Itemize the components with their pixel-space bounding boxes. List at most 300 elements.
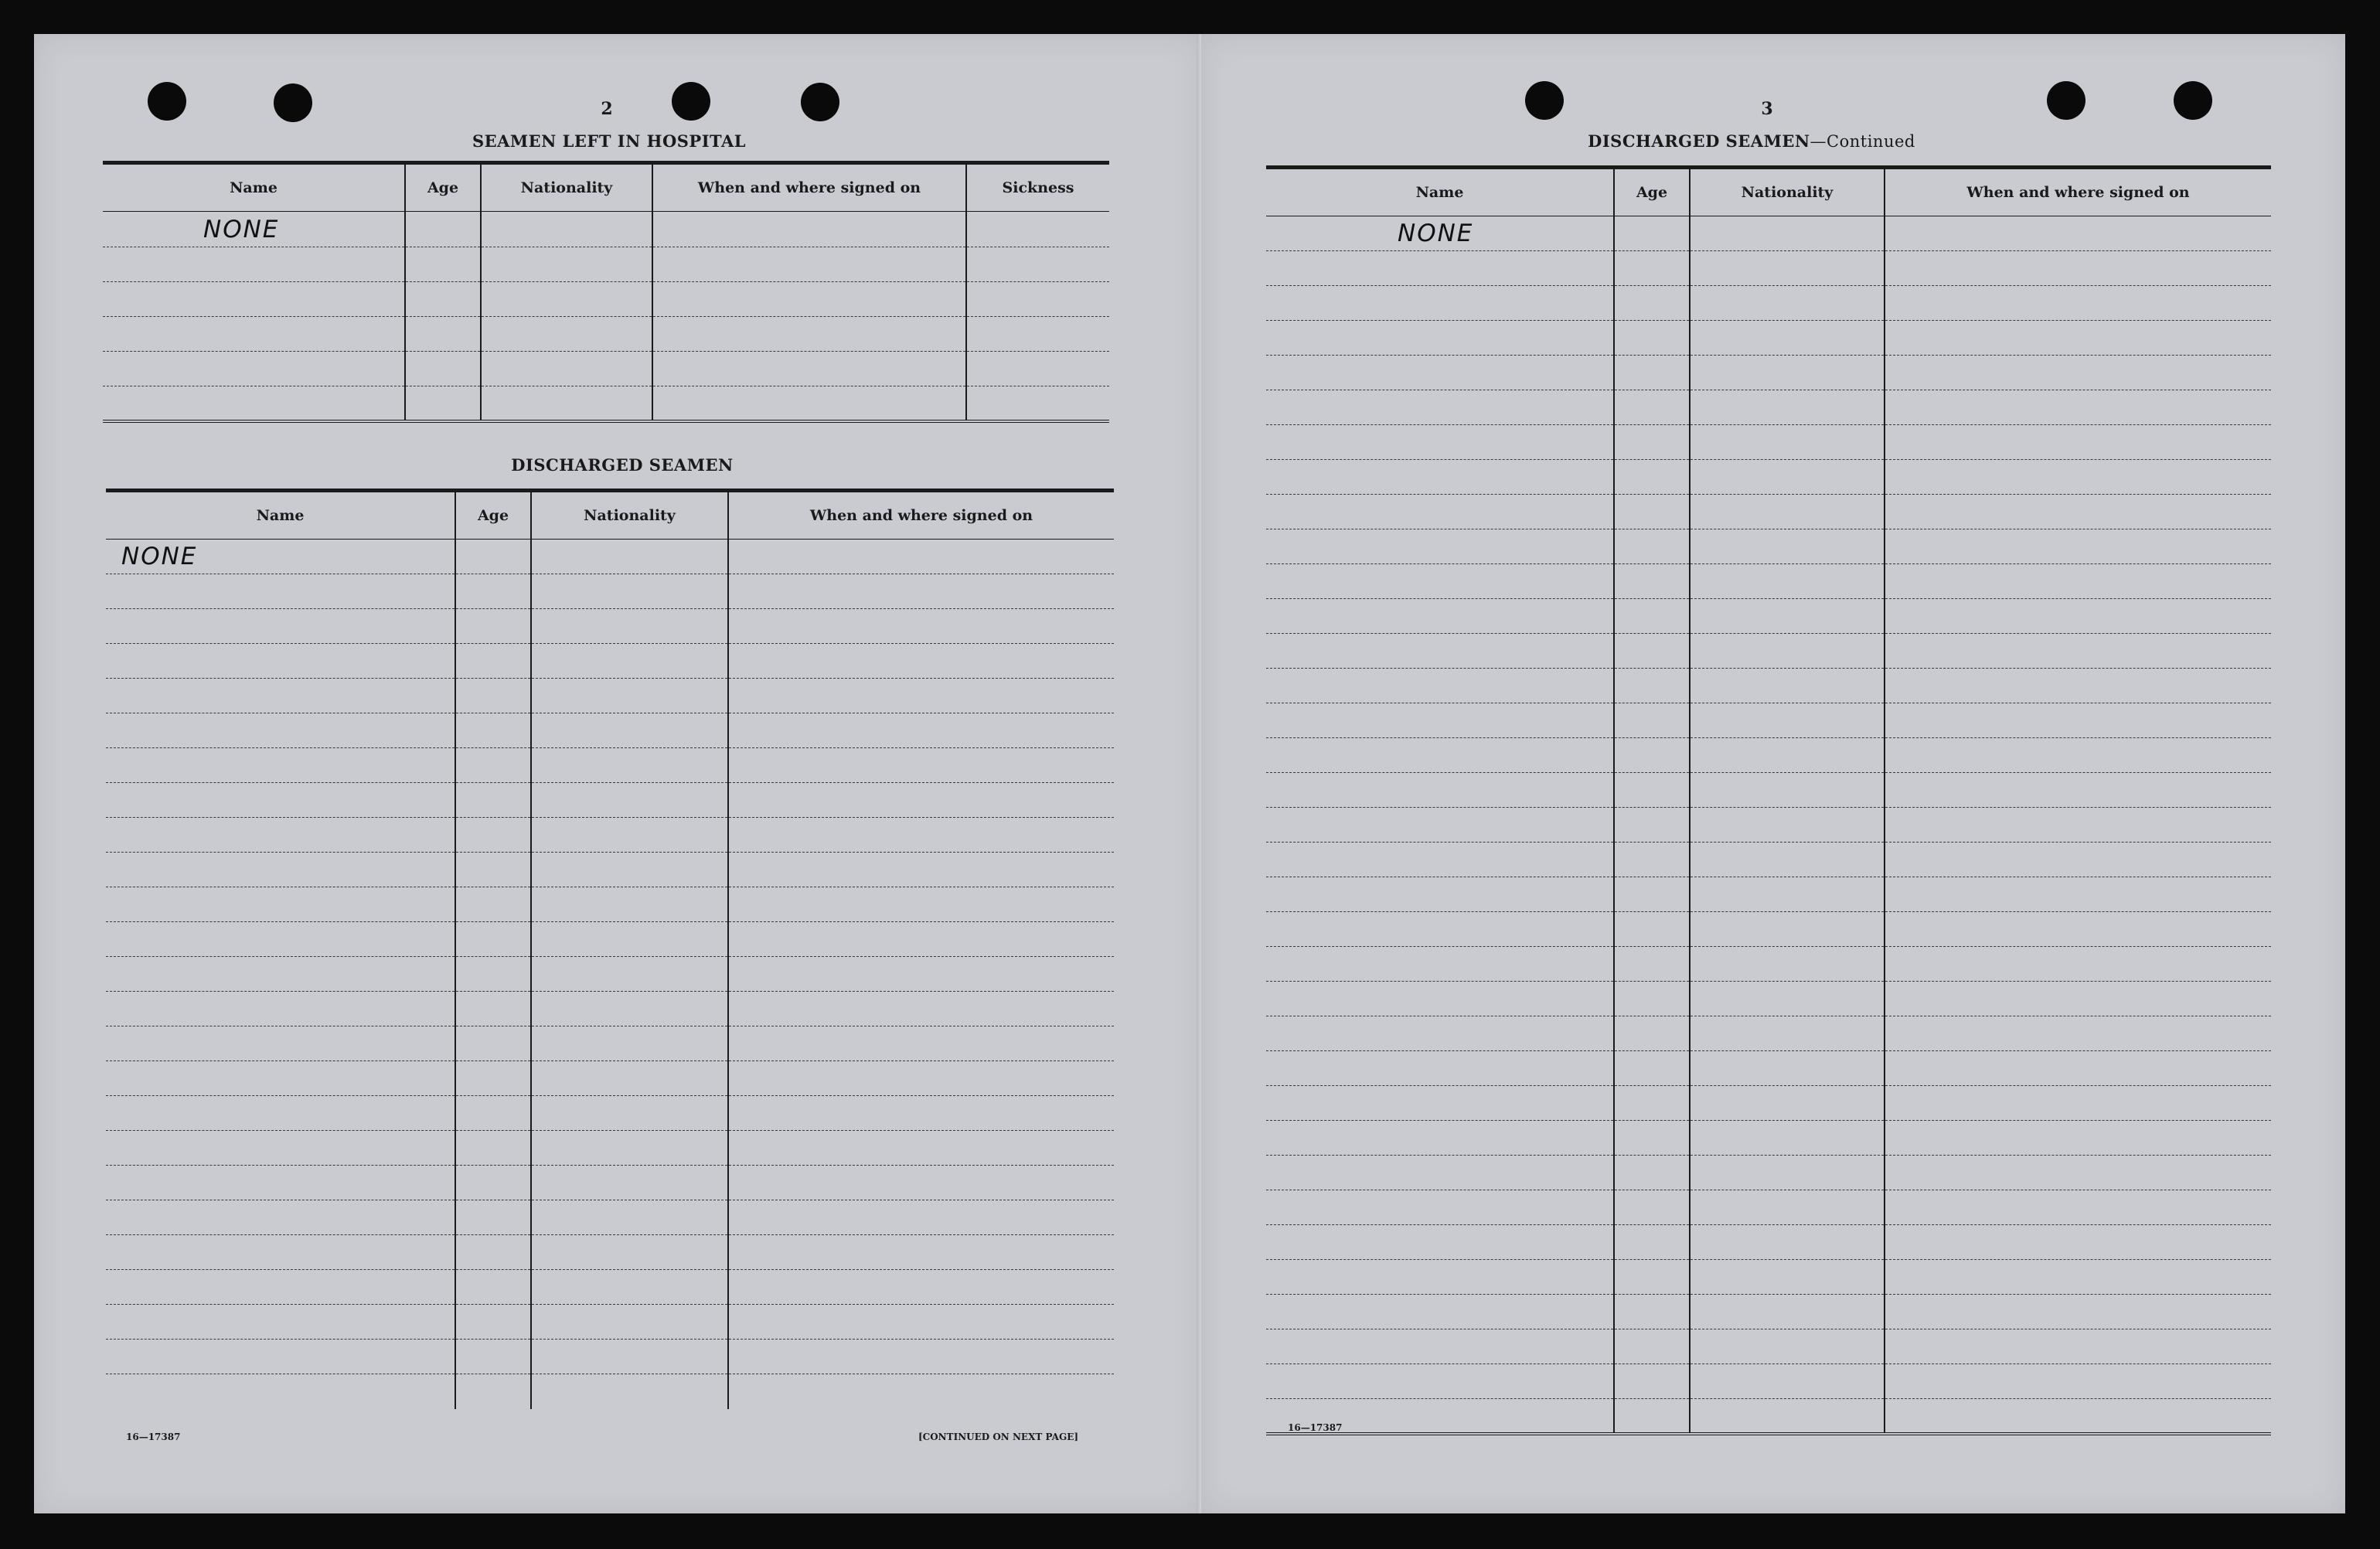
table-cell <box>728 992 1114 1026</box>
table-cell <box>531 1270 728 1305</box>
table-cell <box>455 748 531 783</box>
table-row <box>1266 425 2271 460</box>
table-cell <box>106 1270 455 1305</box>
table-cell <box>1690 321 1885 356</box>
table-cell <box>1266 877 1614 912</box>
table-cell <box>1614 843 1690 877</box>
table-cell <box>1266 1225 1614 1260</box>
table-cell <box>1266 808 1614 843</box>
table-cell <box>106 922 455 957</box>
table-row <box>1266 947 2271 982</box>
table-cell <box>106 992 455 1026</box>
table-cell <box>455 1026 531 1061</box>
table-cell <box>531 957 728 992</box>
table-cell <box>728 957 1114 992</box>
table-cell <box>405 247 481 282</box>
table-row <box>106 957 1114 992</box>
table-cell <box>455 1305 531 1340</box>
table-cell <box>531 992 728 1026</box>
table-cell <box>728 713 1114 748</box>
table-cell <box>455 1200 531 1235</box>
table-cell <box>1266 1190 1614 1225</box>
table-cell <box>531 748 728 783</box>
table-row <box>106 783 1114 818</box>
table-cell <box>405 352 481 386</box>
section-title-text: DISCHARGED SEAMEN <box>1588 131 1810 151</box>
table-cell <box>1690 460 1885 495</box>
table-cell <box>728 1166 1114 1200</box>
table-cell <box>455 1096 531 1131</box>
table-cell <box>966 282 1109 317</box>
table-row <box>1266 356 2271 390</box>
table-cell <box>531 853 728 887</box>
table-row <box>106 1166 1114 1200</box>
table-cell <box>728 1305 1114 1340</box>
table-cell <box>1885 495 2271 529</box>
table-cell <box>728 783 1114 818</box>
table-row <box>1266 1190 2271 1225</box>
table-cell <box>728 644 1114 679</box>
table-cell <box>1690 564 1885 599</box>
table-cell <box>1266 773 1614 808</box>
table-row <box>1266 669 2271 703</box>
table-row <box>106 574 1114 609</box>
table-row <box>106 1340 1114 1374</box>
table-cell <box>405 317 481 352</box>
table-cell <box>1614 703 1690 738</box>
table-cell <box>106 1374 455 1409</box>
table-row <box>1266 460 2271 495</box>
section-title-suffix: —Continued <box>1810 132 1915 151</box>
table-cell <box>1614 738 1690 773</box>
table-cell <box>1266 1156 1614 1190</box>
table-cell <box>1614 947 1690 982</box>
table-cell <box>1614 564 1690 599</box>
table-cell <box>1614 1225 1690 1260</box>
table-cell <box>1885 1364 2271 1399</box>
column-header-signed-on: When and where signed on <box>1885 168 2271 216</box>
table-rule <box>1266 1434 2271 1435</box>
column-header-age: Age <box>455 491 531 540</box>
table-row <box>1266 634 2271 669</box>
table-cell <box>531 783 728 818</box>
table-row <box>106 540 1114 574</box>
table-cell <box>1266 982 1614 1016</box>
table-cell <box>531 713 728 748</box>
table-cell <box>1885 1016 2271 1051</box>
table-cell <box>106 853 455 887</box>
table-cell <box>455 1131 531 1166</box>
table-cell <box>1266 843 1614 877</box>
table-cell <box>531 1235 728 1270</box>
table-cell <box>531 1061 728 1096</box>
table-cell <box>1614 808 1690 843</box>
table-cell <box>728 679 1114 713</box>
table-cell <box>481 317 652 352</box>
table-cell <box>1266 251 1614 286</box>
table-row <box>103 247 1109 282</box>
table-cell <box>1266 912 1614 947</box>
table-cell <box>1266 321 1614 356</box>
table-cell <box>1885 564 2271 599</box>
table-cell <box>1266 356 1614 390</box>
handwritten-entry: NONE <box>1266 216 1614 251</box>
table-cell <box>1690 425 1885 460</box>
table-row <box>106 992 1114 1026</box>
punch-hole <box>2174 81 2212 120</box>
table-cell <box>1885 599 2271 634</box>
table-cell <box>531 818 728 853</box>
table-cell <box>1885 356 2271 390</box>
table-cell <box>1614 1016 1690 1051</box>
table-cell <box>1614 669 1690 703</box>
table-cell <box>106 713 455 748</box>
table-row <box>106 713 1114 748</box>
table-row <box>106 887 1114 922</box>
table-row <box>1266 738 2271 773</box>
column-header-signed-on: When and where signed on <box>652 163 966 212</box>
table-cell <box>1690 390 1885 425</box>
table-cell <box>1614 1295 1690 1329</box>
table-cell <box>1614 390 1690 425</box>
table-cell <box>652 282 966 317</box>
table-row <box>103 282 1109 317</box>
table-cell <box>652 317 966 352</box>
table-cell <box>728 1374 1114 1409</box>
table-cell <box>1614 1190 1690 1225</box>
table-cell <box>106 1026 455 1061</box>
table-cell <box>1266 529 1614 564</box>
table-cell <box>481 282 652 317</box>
table-cell <box>966 317 1109 352</box>
table-row <box>106 1026 1114 1061</box>
table-cell <box>652 247 966 282</box>
page-number: 3 <box>1761 99 1773 119</box>
table-cell <box>1690 1121 1885 1156</box>
table-row <box>1266 912 2271 947</box>
table-cell <box>1885 1121 2271 1156</box>
punch-hole <box>801 83 839 121</box>
table-cell <box>1885 947 2271 982</box>
table-row <box>103 212 1109 247</box>
table-row <box>106 922 1114 957</box>
table-cell <box>1690 599 1885 634</box>
table-row <box>1266 808 2271 843</box>
table-cell <box>1266 564 1614 599</box>
table-cell <box>531 887 728 922</box>
table-row <box>106 853 1114 887</box>
table-cell <box>1885 843 2271 877</box>
table-cell <box>1885 1086 2271 1121</box>
table-cell <box>531 1131 728 1166</box>
table-cell <box>1614 425 1690 460</box>
table-cell <box>531 1305 728 1340</box>
table-cell <box>1266 1016 1614 1051</box>
table-row <box>106 1374 1114 1409</box>
column-header-name: Name <box>106 491 455 540</box>
table-cell <box>531 644 728 679</box>
table-cell <box>1690 251 1885 286</box>
table-cell <box>405 386 481 421</box>
table-row <box>1266 1156 2271 1190</box>
table-row <box>103 386 1109 421</box>
handwritten-entry: NONE <box>106 540 455 574</box>
table-cell <box>1885 1156 2271 1190</box>
table-cell <box>1885 703 2271 738</box>
table-row <box>1266 1121 2271 1156</box>
table-row <box>106 1270 1114 1305</box>
table-cell <box>531 1026 728 1061</box>
table-row <box>1266 529 2271 564</box>
table-row <box>1266 599 2271 634</box>
table-cell <box>1690 356 1885 390</box>
table-cell <box>531 574 728 609</box>
table-cell <box>1614 634 1690 669</box>
table-cell <box>1266 1051 1614 1086</box>
table-cell <box>1614 1121 1690 1156</box>
table-cell <box>1266 634 1614 669</box>
table-cell <box>1885 1190 2271 1225</box>
table-cell <box>1885 390 2271 425</box>
table-cell <box>531 1374 728 1409</box>
table-cell <box>1690 1190 1885 1225</box>
table-cell <box>1266 947 1614 982</box>
table-cell <box>1690 529 1885 564</box>
table-cell <box>531 1166 728 1200</box>
table-cell <box>1885 1295 2271 1329</box>
table-cell <box>1885 321 2271 356</box>
table-cell <box>1614 1156 1690 1190</box>
form-number: 16—17387 <box>1288 1422 1343 1433</box>
table-cell <box>106 1166 455 1200</box>
table-row <box>106 1235 1114 1270</box>
table-row <box>106 1131 1114 1166</box>
table-cell <box>728 922 1114 957</box>
table-cell <box>1690 912 1885 947</box>
table-cell <box>728 609 1114 644</box>
table-cell <box>1690 947 1885 982</box>
table-row <box>1266 1016 2271 1051</box>
table-cell <box>1885 877 2271 912</box>
table-cell <box>103 247 405 282</box>
column-header-age: Age <box>405 163 481 212</box>
table-cell <box>1885 425 2271 460</box>
table-cell <box>728 574 1114 609</box>
table-row <box>1266 1260 2271 1295</box>
table-cell <box>455 887 531 922</box>
form-number: 16—17387 <box>126 1432 181 1442</box>
punch-hole <box>148 82 186 121</box>
table-cell <box>1690 808 1885 843</box>
section-title-discharged-continued <box>1520 131 1983 151</box>
table-cell <box>1690 1225 1885 1260</box>
table-cell <box>652 352 966 386</box>
column-header-signed-on: When and where signed on <box>728 491 1114 540</box>
table-cell <box>1266 425 1614 460</box>
table-cell <box>1885 982 2271 1016</box>
table-row <box>1266 1329 2271 1364</box>
table-cell <box>1690 1329 1885 1364</box>
table-cell <box>106 957 455 992</box>
table-cell <box>103 352 405 386</box>
table-cell <box>1690 773 1885 808</box>
table-cell <box>1885 251 2271 286</box>
table-cell <box>103 282 405 317</box>
table-cell <box>1885 738 2271 773</box>
table-cell <box>1266 1364 1614 1399</box>
section-title-hospital: SEAMEN LEFT IN HOSPITAL <box>472 131 747 151</box>
table-cell <box>1266 703 1614 738</box>
table-cell <box>1614 286 1690 321</box>
table-cell <box>103 386 405 421</box>
table-cell <box>455 1270 531 1305</box>
table-cell <box>455 679 531 713</box>
table-row <box>106 1096 1114 1131</box>
table-cell <box>455 783 531 818</box>
table-row <box>106 679 1114 713</box>
table-cell <box>106 748 455 783</box>
table-cell <box>455 922 531 957</box>
table-cell <box>1885 529 2271 564</box>
table-cell <box>1614 321 1690 356</box>
table-row <box>1266 286 2271 321</box>
table-cell <box>1614 1364 1690 1399</box>
table-cell <box>1690 703 1885 738</box>
table-cell <box>106 644 455 679</box>
hospital-rows <box>103 212 1109 421</box>
table-cell <box>106 574 455 609</box>
table-cell <box>1266 599 1614 634</box>
table-cell <box>106 1131 455 1166</box>
column-header-nationality: Nationality <box>1690 168 1885 216</box>
table-cell <box>455 992 531 1026</box>
table-row <box>1266 564 2271 599</box>
table-row <box>106 748 1114 783</box>
table-row <box>1266 216 2271 251</box>
table-cell <box>1885 912 2271 947</box>
table-cell <box>1690 495 1885 529</box>
table-row <box>106 1305 1114 1340</box>
table-cell <box>1266 1295 1614 1329</box>
table-cell <box>1266 1121 1614 1156</box>
table-cell <box>481 386 652 421</box>
discharged-table <box>106 489 1114 1409</box>
table-row <box>106 818 1114 853</box>
page-number: 2 <box>601 99 613 119</box>
table-cell <box>728 1235 1114 1270</box>
table-row <box>1266 321 2271 356</box>
table-cell <box>1614 1260 1690 1295</box>
table-row <box>1266 703 2271 738</box>
table-row <box>106 609 1114 644</box>
table-cell <box>455 1061 531 1096</box>
table-cell <box>1266 1329 1614 1364</box>
table-cell <box>1614 529 1690 564</box>
table-row <box>1266 773 2271 808</box>
table-cell <box>481 247 652 282</box>
table-cell <box>1690 1016 1885 1051</box>
table-cell <box>1614 877 1690 912</box>
table-cell <box>531 1096 728 1131</box>
table-cell <box>966 386 1109 421</box>
table-cell <box>1266 669 1614 703</box>
table-cell <box>1690 1260 1885 1295</box>
table-cell <box>106 1340 455 1374</box>
table-cell <box>728 1200 1114 1235</box>
table-cell <box>405 282 481 317</box>
column-header-name: Name <box>1266 168 1614 216</box>
table-cell <box>455 1374 531 1409</box>
table-cell <box>652 386 966 421</box>
table-cell <box>1885 286 2271 321</box>
column-header-age: Age <box>1614 168 1690 216</box>
continued-note: [CONTINUED ON NEXT PAGE] <box>918 1432 1079 1442</box>
column-header-nationality: Nationality <box>481 163 652 212</box>
table-row <box>106 1061 1114 1096</box>
column-header-sickness: Sickness <box>966 163 1109 212</box>
table-row <box>1266 1295 2271 1329</box>
table-cell <box>728 1270 1114 1305</box>
table-cell <box>1614 773 1690 808</box>
table-cell <box>1885 1399 2271 1434</box>
table-cell <box>1690 669 1885 703</box>
table-cell <box>531 1340 728 1374</box>
table-cell <box>966 247 1109 282</box>
table-cell <box>728 1026 1114 1061</box>
table-cell <box>106 1235 455 1270</box>
table-cell <box>728 1340 1114 1374</box>
table-row <box>106 1200 1114 1235</box>
table-cell <box>1690 1156 1885 1190</box>
table-rule <box>103 421 1109 423</box>
table-cell <box>106 679 455 713</box>
table-cell <box>455 1166 531 1200</box>
table-cell <box>728 818 1114 853</box>
table-row <box>1266 877 2271 912</box>
table-row <box>1266 495 2271 529</box>
table-cell <box>1266 390 1614 425</box>
table-cell <box>106 1061 455 1096</box>
handwritten-entry: NONE <box>103 212 405 247</box>
table-row <box>1266 1225 2271 1260</box>
table-cell <box>1614 1329 1690 1364</box>
table-cell <box>728 1131 1114 1166</box>
table-cell <box>106 818 455 853</box>
table-cell <box>1690 877 1885 912</box>
table-cell <box>1885 1225 2271 1260</box>
table-cell <box>1266 1086 1614 1121</box>
hospital-table <box>103 161 1109 423</box>
table-cell <box>1690 634 1885 669</box>
table-row <box>1266 1051 2271 1086</box>
punch-hole <box>2047 81 2085 120</box>
table-row <box>1266 982 2271 1016</box>
table-cell <box>103 317 405 352</box>
table-cell <box>1614 912 1690 947</box>
column-header-name: Name <box>103 163 405 212</box>
table-cell <box>1614 460 1690 495</box>
table-cell <box>531 679 728 713</box>
table-cell <box>1885 634 2271 669</box>
table-cell <box>531 609 728 644</box>
table-cell <box>1690 1399 1885 1434</box>
table-cell <box>106 1096 455 1131</box>
table-cell <box>728 748 1114 783</box>
table-cell <box>1266 1260 1614 1295</box>
table-row <box>1266 1399 2271 1434</box>
table-row <box>1266 1086 2271 1121</box>
table-cell <box>1885 669 2271 703</box>
